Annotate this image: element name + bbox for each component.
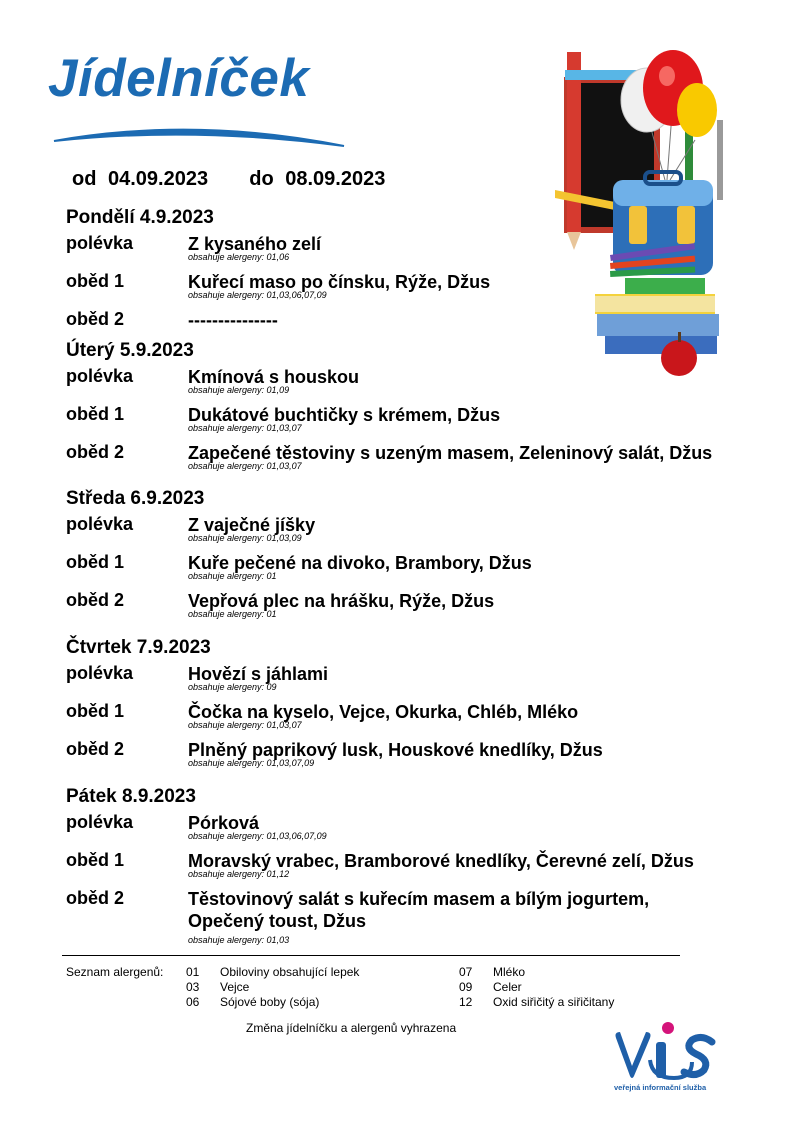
allergen-note: obsahuje alergeny: 01,09 — [188, 385, 290, 395]
item-label: oběd 2 — [66, 888, 125, 908]
dish-name: Vepřová plec na hrášku, Rýže, Džus — [188, 591, 495, 611]
allergen-note: obsahuje alergeny: 01,03,09 — [188, 533, 302, 543]
dish-name: Kuřecí maso po čínsku, Rýže, Džus — [188, 272, 491, 292]
allergen-name: Sójové boby (sója) — [220, 995, 320, 1009]
item-label: oběd 2 — [66, 590, 125, 610]
allergen-name: Obiloviny obsahující lepek — [220, 965, 360, 979]
menu-item-lunch-1 — [66, 701, 766, 739]
item-label: oběd 1 — [66, 552, 125, 572]
menu-item-soup — [66, 514, 766, 552]
disclaimer-note: Změna jídelníčku a alergenů vyhrazena — [246, 1021, 457, 1035]
vis-logo — [612, 1018, 722, 1093]
allergen-caption: Seznam alergenů: — [66, 965, 164, 979]
allergen-code: 01 — [186, 965, 200, 979]
day-friday — [66, 786, 766, 950]
title-logo — [44, 46, 364, 156]
menu-item-lunch-2 — [66, 442, 766, 480]
day-wednesday — [66, 488, 766, 628]
allergen-note: obsahuje alergeny: 01,03,06,07,09 — [188, 831, 327, 841]
allergen-name: Mléko — [493, 965, 526, 979]
menu-item-soup — [66, 812, 766, 850]
item-label: polévka — [66, 366, 134, 386]
dish-name: Z vaječné jíšky — [188, 515, 316, 535]
allergen-name: Vejce — [220, 980, 250, 994]
title-swoosh — [44, 46, 364, 156]
allergen-note: obsahuje alergeny: 01,03 — [188, 935, 290, 945]
from-date: 04.09.2023 — [108, 168, 209, 190]
day-title: Úterý 5.9.2023 — [66, 340, 194, 361]
item-label: oběd 2 — [66, 739, 125, 759]
item-label: oběd 1 — [66, 850, 125, 870]
menu-item-lunch-1 — [66, 552, 766, 590]
allergen-name: Oxid siřičitý a siřičitany — [493, 995, 615, 1009]
item-label: oběd 2 — [66, 442, 125, 462]
item-label: oběd 2 — [66, 309, 125, 329]
day-title: Pondělí 4.9.2023 — [66, 207, 214, 228]
item-label: polévka — [66, 663, 134, 683]
dish-name: Čočka na kyselo, Vejce, Okurka, Chléb, Mléko — [188, 702, 579, 722]
vis-tagline: veřejná informační služba — [614, 1083, 707, 1092]
item-label: oběd 1 — [66, 701, 125, 721]
to-label: do — [249, 168, 274, 190]
dish-line-2: Opečený toust, Džus — [188, 911, 367, 931]
dish-name: Zapečené těstoviny s uzeným masem, Zeleninový salát, Džus — [188, 443, 713, 463]
dish-name — [188, 888, 649, 932]
allergen-note: obsahuje alergeny: 01,12 — [188, 869, 290, 879]
item-label: oběd 1 — [66, 271, 125, 291]
dish-name: Moravský vrabec, Bramborové knedlíky, Čerevné zelí, Džus — [188, 851, 694, 871]
dish-name: Hovězí s jáhlami — [188, 664, 329, 684]
menu-item-lunch-1 — [66, 271, 766, 309]
item-label: polévka — [66, 233, 134, 253]
to-date: 08.09.2023 — [285, 168, 386, 190]
from-label: od — [72, 168, 97, 190]
allergen-note: obsahuje alergeny: 09 — [188, 682, 277, 692]
allergen-code: 06 — [186, 995, 200, 1009]
allergen-code: 09 — [459, 980, 473, 994]
menu-item-lunch-2 — [66, 590, 766, 628]
item-label: polévka — [66, 812, 134, 832]
dish-line-1: Těstovinový salát s kuřecím masem a bílým jogurtem, — [188, 889, 650, 909]
dish-name: Pórková — [188, 813, 260, 833]
day-title: Čtvrtek 7.9.2023 — [66, 637, 211, 658]
day-thursday — [66, 637, 766, 777]
allergen-note: obsahuje alergeny: 01,03,07 — [188, 461, 302, 471]
allergen-code: 03 — [186, 980, 200, 994]
menu-item-lunch-2 — [66, 888, 766, 950]
dish-name: --------------- — [188, 310, 278, 330]
allergen-note: obsahuje alergeny: 01 — [188, 609, 277, 619]
divider — [62, 955, 680, 956]
page-title: Jídelníček — [48, 49, 310, 108]
dish-name: Z kysaného zelí — [188, 234, 322, 254]
day-title: Středa 6.9.2023 — [66, 488, 205, 509]
menu-item-soup — [66, 366, 766, 404]
menu-item-soup — [66, 663, 766, 701]
allergen-note: obsahuje alergeny: 01,06 — [188, 252, 290, 262]
allergen-code: 12 — [459, 995, 473, 1009]
menu-item-lunch-1 — [66, 404, 766, 442]
dish-name: Plněný paprikový lusk, Houskové knedlíky, Džus — [188, 740, 603, 760]
menu-item-soup — [66, 233, 766, 271]
allergen-name: Celer — [493, 980, 522, 994]
menu-item-lunch-2 — [66, 739, 766, 777]
day-tuesday — [66, 340, 766, 480]
allergen-note: obsahuje alergeny: 01,03,07,09 — [188, 758, 315, 768]
day-monday — [66, 207, 766, 347]
date-range — [72, 168, 391, 191]
item-label: oběd 1 — [66, 404, 125, 424]
menu-item-lunch-1 — [66, 850, 766, 888]
allergen-note: obsahuje alergeny: 01,03,07 — [188, 423, 302, 433]
dish-name: Kmínová s houskou — [188, 367, 360, 387]
allergen-note: obsahuje alergeny: 01,03,06,07,09 — [188, 290, 327, 300]
dish-name: Kuře pečené na divoko, Brambory, Džus — [188, 553, 532, 573]
allergen-code: 07 — [459, 965, 473, 979]
allergen-note: obsahuje alergeny: 01,03,07 — [188, 720, 302, 730]
day-title: Pátek 8.9.2023 — [66, 786, 196, 807]
dish-name: Dukátové buchtičky s krémem, Džus — [188, 405, 501, 425]
item-label: polévka — [66, 514, 134, 534]
allergen-note: obsahuje alergeny: 01 — [188, 571, 277, 581]
